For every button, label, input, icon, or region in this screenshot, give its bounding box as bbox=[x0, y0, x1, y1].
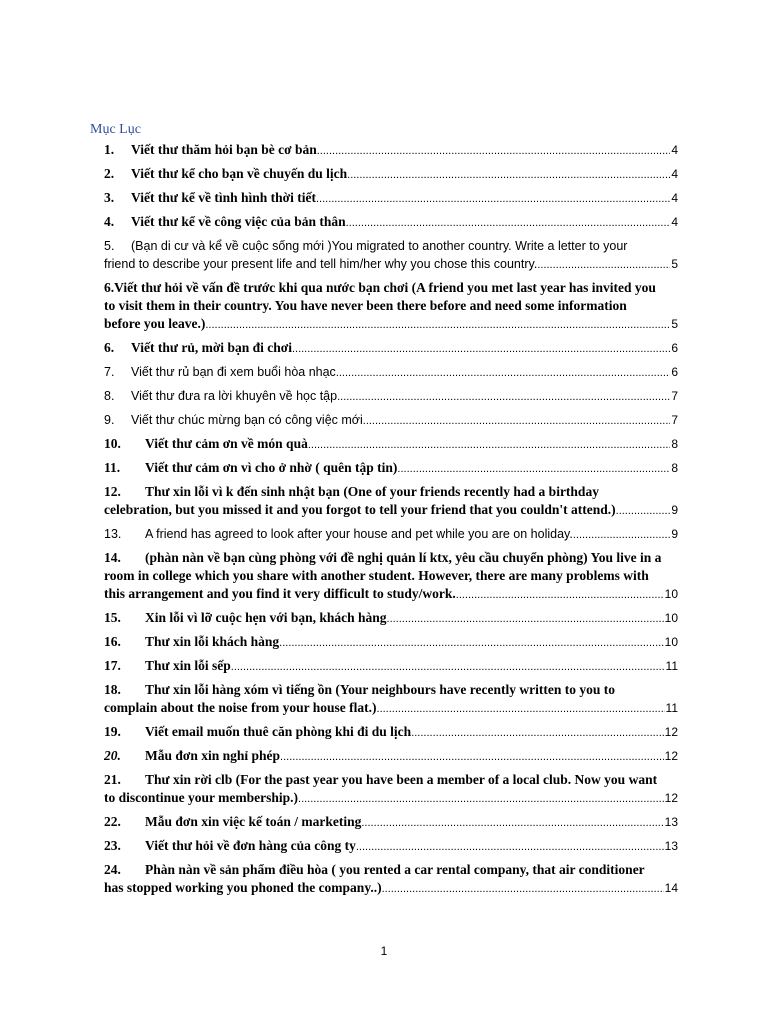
toc-entry-number: 21. bbox=[104, 772, 121, 787]
toc-entry-number: 15. bbox=[104, 610, 121, 625]
toc-entry[interactable] bbox=[104, 237, 678, 273]
dot-leader bbox=[279, 634, 663, 651]
toc-entry-number: 4. bbox=[104, 214, 115, 229]
toc-entry-page: 9 bbox=[671, 527, 678, 541]
toc-entry[interactable] bbox=[104, 657, 678, 675]
toc-entry[interactable] bbox=[104, 435, 678, 453]
dot-leader bbox=[387, 610, 664, 627]
toc-entry-title: Viết thư hỏi về đơn hàng của công ty bbox=[145, 838, 356, 853]
toc-entry-title: Viết thư kể về tình hình thời tiết bbox=[131, 190, 316, 205]
toc-heading: Mục Lục bbox=[90, 122, 141, 137]
toc-entry-title: this arrangement and you find it very difficult to study/work. bbox=[104, 586, 456, 601]
toc-entry[interactable] bbox=[104, 213, 678, 231]
toc-entry-number: 9. bbox=[104, 413, 115, 427]
toc-entry-page: 6 bbox=[671, 341, 678, 355]
toc-entry-title: (Bạn di cư và kể về cuộc sống mới )You migrated to another country. Write a letter to your bbox=[131, 239, 628, 253]
dot-leader bbox=[573, 526, 670, 543]
page-number: 1 bbox=[380, 944, 388, 958]
toc-entry-number: 23. bbox=[104, 838, 121, 853]
toc-entry[interactable] bbox=[104, 747, 678, 765]
toc-entry-page: 10 bbox=[664, 587, 678, 601]
toc-entry-page: 12 bbox=[664, 749, 678, 763]
toc-entry[interactable] bbox=[104, 189, 678, 207]
toc-entry-title: room in college which you share with another student. However, there are many problems with bbox=[104, 568, 649, 583]
toc-entry-page: 4 bbox=[671, 215, 678, 229]
toc-entry-title: before you leave.) bbox=[104, 316, 206, 331]
toc-entry-title: Viết thư đưa ra lời khuyên về học tập bbox=[131, 389, 338, 403]
toc-entry-number: 6. bbox=[104, 340, 115, 355]
toc-entry-title: Thư xin lỗi hàng xóm vì tiếng ồn (Your neighbours have recently written to you to bbox=[145, 682, 616, 697]
dot-leader bbox=[356, 838, 664, 855]
toc-entry[interactable] bbox=[104, 609, 678, 627]
toc-entry-page: 4 bbox=[671, 143, 678, 157]
toc-entry-title: Viết thư kể cho bạn về chuyến du lịch bbox=[131, 166, 348, 181]
toc-entry[interactable] bbox=[104, 681, 678, 717]
toc-entry[interactable] bbox=[104, 723, 678, 741]
toc-entry-page: 5 bbox=[671, 317, 678, 331]
toc-entry-title: to visit them in their country. You have never been there before and need some information bbox=[104, 298, 627, 313]
toc-entry-page: 9 bbox=[671, 503, 678, 517]
toc-entry-number: 10. bbox=[104, 436, 121, 451]
toc-entry[interactable] bbox=[104, 411, 678, 429]
toc-entry[interactable] bbox=[104, 459, 678, 477]
dot-leader bbox=[347, 166, 670, 183]
toc-entry-page: 6 bbox=[671, 365, 678, 379]
dot-leader bbox=[292, 340, 670, 357]
toc-entry-page: 4 bbox=[671, 191, 678, 205]
toc-entry-title: complain about the noise from your house flat.) bbox=[104, 700, 377, 715]
dot-leader bbox=[317, 142, 671, 159]
toc-entry-title: Phàn nàn về sản phẩm điều hòa ( you rented a car rental company, that air conditioner bbox=[145, 862, 645, 877]
toc-entry-title: Mẫu đơn xin nghỉ phép bbox=[145, 748, 281, 763]
dot-leader bbox=[298, 790, 664, 807]
toc-entry-title: Viết thư thăm hỏi bạn bè cơ bản bbox=[131, 142, 317, 157]
toc-entry-title: Viết thư kể về công việc của bản thân bbox=[131, 214, 346, 229]
dot-leader bbox=[336, 364, 671, 381]
toc-entry-page: 8 bbox=[671, 437, 678, 451]
toc-entry[interactable] bbox=[104, 483, 678, 519]
toc-entry[interactable] bbox=[104, 633, 678, 651]
toc-entry-title: celebration, but you missed it and you forgot to tell your friend that you couldn't attend.) bbox=[104, 502, 616, 517]
toc-entry[interactable] bbox=[104, 279, 678, 333]
toc-entry-number: 16. bbox=[104, 634, 121, 649]
dot-leader bbox=[382, 880, 664, 897]
toc-entry-title: Xin lỗi vì lỡ cuộc hẹn với bạn, khách hàng bbox=[145, 610, 387, 625]
toc-entry-number: 17. bbox=[104, 658, 121, 673]
dot-leader bbox=[411, 724, 663, 741]
toc-entry-number: 2. bbox=[104, 166, 115, 181]
toc-entry-title: Viết thư cảm ơn về món quà bbox=[145, 436, 308, 451]
toc-entry[interactable] bbox=[104, 861, 678, 897]
toc-entry[interactable] bbox=[104, 813, 678, 831]
dot-leader bbox=[537, 256, 670, 273]
toc-entry-page: 14 bbox=[664, 881, 678, 895]
toc-entry-page: 4 bbox=[671, 167, 678, 181]
toc-entry-page: 10 bbox=[664, 611, 678, 625]
toc-entry-title: Viết email muốn thuê căn phòng khi đi du lịch bbox=[145, 724, 412, 739]
toc-entry-page: 5 bbox=[671, 257, 678, 271]
toc-entry-number: 3. bbox=[104, 190, 115, 205]
toc-entry-number: 22. bbox=[104, 814, 121, 829]
toc-entry[interactable] bbox=[104, 141, 678, 159]
toc-entry-number: 24. bbox=[104, 862, 121, 877]
dot-leader bbox=[616, 502, 671, 519]
toc-entry-page: 13 bbox=[664, 815, 678, 829]
toc-entry[interactable] bbox=[104, 525, 678, 543]
toc-entry-title: to discontinue your membership.) bbox=[104, 790, 299, 805]
toc-entry-page: 7 bbox=[671, 413, 678, 427]
toc-entry[interactable] bbox=[104, 165, 678, 183]
toc-entry-number: 8. bbox=[104, 389, 115, 403]
dot-leader bbox=[316, 190, 670, 207]
toc-entry-page: 10 bbox=[664, 635, 678, 649]
toc-entry[interactable] bbox=[104, 387, 678, 405]
toc-entry-title: Mẫu đơn xin việc kế toán / marketing bbox=[145, 814, 362, 829]
toc-entry-title: Thư xin lỗi vì k đến sinh nhật bạn (One of your friends recently had a birthday bbox=[145, 484, 599, 499]
toc-entry[interactable] bbox=[104, 837, 678, 855]
toc-entry-number: 7. bbox=[104, 365, 115, 379]
toc-entry-number: 5. bbox=[104, 239, 115, 253]
toc-entry-number: 12. bbox=[104, 484, 121, 499]
toc-entry-title: Thư xin rời clb (For the past year you have been a member of a local club. Now you want bbox=[145, 772, 658, 787]
dot-leader bbox=[205, 316, 670, 333]
toc-entry-number: 19. bbox=[104, 724, 121, 739]
toc-entry-page: 12 bbox=[664, 725, 678, 739]
dot-leader bbox=[308, 436, 670, 453]
toc-entry[interactable] bbox=[104, 363, 678, 381]
dot-leader bbox=[361, 814, 663, 831]
toc-entry[interactable] bbox=[104, 339, 678, 357]
toc-entry[interactable] bbox=[104, 549, 678, 603]
toc-entry-title: has stopped working you phoned the company..) bbox=[104, 880, 382, 895]
dot-leader bbox=[377, 700, 665, 717]
toc-entry-title: friend to describe your present life and tell him/her why you chose this country. bbox=[104, 257, 538, 271]
toc-entry-number: 20. bbox=[104, 748, 121, 763]
toc-entry-title: Thư xin lỗi sếp bbox=[145, 658, 231, 673]
toc-entry-title: Viết thư rủ bạn đi xem buổi hòa nhạc bbox=[131, 365, 336, 379]
dot-leader bbox=[363, 412, 671, 429]
table-of-contents bbox=[104, 141, 678, 903]
toc-entry-number: 11. bbox=[104, 460, 121, 475]
toc-entry-page: 7 bbox=[671, 389, 678, 403]
dot-leader bbox=[346, 214, 671, 231]
toc-entry[interactable] bbox=[104, 771, 678, 807]
toc-entry-page: 13 bbox=[664, 839, 678, 853]
toc-entry-page: 11 bbox=[665, 659, 678, 673]
dot-leader bbox=[280, 748, 664, 765]
toc-entry-title: Viết thư rủ, mời bạn đi chơi bbox=[131, 340, 292, 355]
toc-entry-title: (phàn nàn về bạn cùng phòng với đề nghị quản lí ktx, yêu cầu chuyển phòng) You live in a bbox=[145, 550, 662, 565]
dot-leader bbox=[397, 460, 670, 477]
dot-leader bbox=[337, 388, 670, 405]
toc-entry-number: 18. bbox=[104, 682, 121, 697]
toc-entry-title: Viết thư chúc mừng bạn có công việc mới bbox=[131, 413, 363, 427]
toc-entry-title: Thư xin lỗi khách hàng bbox=[145, 634, 280, 649]
toc-entry-number: 1. bbox=[104, 142, 115, 157]
toc-entry-number: 13. bbox=[104, 527, 122, 541]
toc-entry-title: A friend has agreed to look after your house and pet while you are on holiday. bbox=[145, 527, 573, 541]
toc-entry-page: 11 bbox=[665, 701, 678, 715]
toc-entry-title: Viết thư cảm ơn vì cho ở nhờ ( quên tập tin) bbox=[145, 460, 398, 475]
dot-leader bbox=[231, 658, 665, 675]
toc-entry-page: 8 bbox=[671, 461, 678, 475]
dot-leader bbox=[456, 586, 664, 603]
toc-entry-number: 14. bbox=[104, 550, 121, 565]
toc-entry-title: 6.Viết thư hỏi về vấn đề trước khi qua nước bạn chơi (A friend you met last year has invited you bbox=[104, 280, 656, 295]
toc-entry-page: 12 bbox=[664, 791, 678, 805]
